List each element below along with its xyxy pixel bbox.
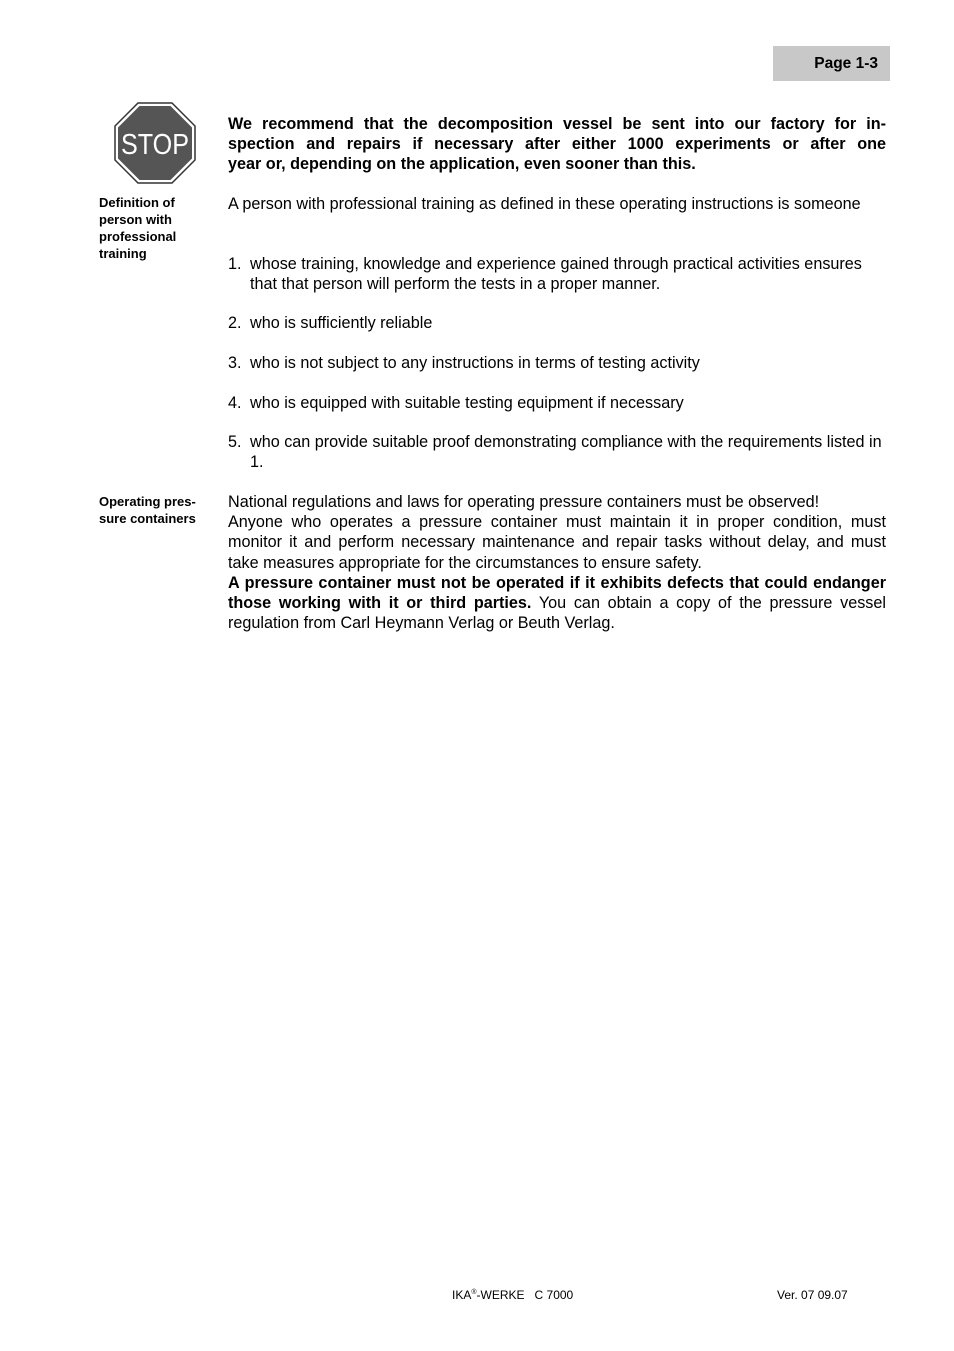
stop-sign-icon bbox=[114, 102, 196, 184]
list-item bbox=[228, 313, 886, 333]
operating-warning-bold: A pressure container must not be operated if it exhibits defects that could endanger those working with it or third parties. bbox=[228, 573, 886, 613]
list-text: who is not subject to any instructions in terms of testing activity bbox=[250, 354, 700, 372]
footer-brand bbox=[452, 1288, 573, 1302]
footer-brand-name: IKA bbox=[452, 1288, 472, 1302]
list-item bbox=[228, 393, 886, 413]
margin-note-line: sure containers bbox=[99, 511, 196, 526]
margin-note-line: Operating pres- bbox=[99, 494, 196, 509]
page-number: Page 1-3 bbox=[814, 54, 878, 72]
definition-lead bbox=[228, 194, 886, 214]
list-number: 1. bbox=[228, 255, 242, 273]
margin-note-definition bbox=[99, 194, 217, 262]
footer-brand-suffix: -WERKE bbox=[476, 1288, 525, 1302]
intro-line: year or, depending on the application, even sooner than this. bbox=[228, 155, 696, 174]
operating-warning-normal: You can obtain a copy of the pressure vessel regulation from Carl Heymann Verlag or Beuth Verlag. bbox=[228, 594, 887, 633]
list-item bbox=[228, 353, 886, 373]
stop-sign-text: STOP bbox=[121, 129, 189, 161]
operating-para-2: Anyone who operates a pressure container must maintain it in proper condition, must monitor it and perform necessary maintenance and repair tasks without delay, and must take measures appropriate for the circumstances to ensure safety. bbox=[228, 513, 886, 572]
list-number: 2. bbox=[228, 314, 242, 332]
definition-lead-text: A person with professional training as defined in these operating instructions is someone bbox=[228, 195, 861, 213]
margin-note-operating bbox=[99, 493, 217, 527]
footer-version: Ver. 07 09.07 bbox=[777, 1288, 848, 1302]
list-number: 5. bbox=[228, 433, 242, 451]
list-text: who can provide suitable proof demonstrating compliance with the requirements listed in 1. bbox=[250, 433, 882, 472]
intro-line: spection and repairs if necessary after either 1000 experiments or after one bbox=[228, 135, 886, 154]
intro-paragraph bbox=[228, 114, 886, 175]
list-text: who is sufficiently reliable bbox=[250, 314, 433, 332]
operating-section bbox=[228, 492, 886, 633]
list-item bbox=[228, 254, 886, 294]
list-item bbox=[228, 432, 886, 472]
footer-model: C 7000 bbox=[534, 1288, 574, 1302]
list-text: who is equipped with suitable testing equipment if necessary bbox=[250, 394, 684, 412]
page-number-badge bbox=[773, 46, 890, 81]
list-number: 3. bbox=[228, 354, 242, 372]
list-number: 4. bbox=[228, 394, 242, 412]
operating-para-3 bbox=[228, 573, 886, 634]
registered-mark: ® bbox=[471, 1289, 477, 1296]
margin-note-line: professional bbox=[99, 229, 177, 244]
margin-note-line: person with bbox=[99, 212, 172, 227]
margin-note-line: Definition of bbox=[99, 195, 175, 210]
margin-note-line: training bbox=[99, 246, 147, 261]
list-text: whose training, knowledge and experience gained through practical activities ensures that that person will perform the tests in a proper manner. bbox=[250, 255, 862, 294]
operating-para-1: National regulations and laws for operating pressure containers must be observed! bbox=[228, 493, 820, 511]
intro-line: We recommend that the decomposition vessel be sent into our factory for in- bbox=[228, 115, 886, 133]
